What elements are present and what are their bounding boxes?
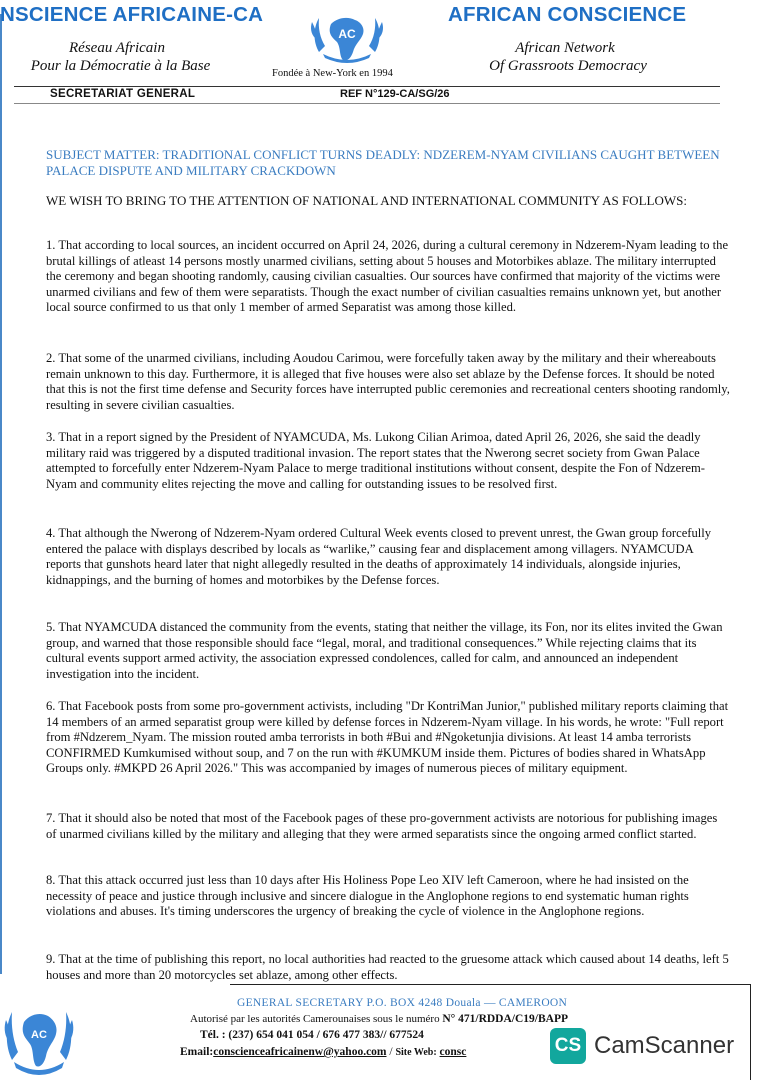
svg-text:AC: AC (31, 1029, 47, 1041)
letterhead-french-title: NSCIENCE AFRICAINE-CA (0, 3, 264, 26)
camscanner-badge-icon: CS (550, 1028, 586, 1064)
left-margin-bar (0, 14, 2, 974)
footer-email-link[interactable]: conscienceafricainenw@yahoo.com (213, 1046, 387, 1058)
paragraph-8: 8. That this attack occurred just less than 10 days after His Holiness Pope Leo XIV left Cameroon, where he had insisted on the necessity of peace and justice through inclusive and sincere dialogue in the Anglophone regions to end systematic human rights violations and abuses. It's timing underscores the urgency of breaking the cycle of violence in the Anglophone regions. (46, 873, 689, 919)
footer-contact (180, 1046, 466, 1058)
paragraph-6: 6. That Facebook posts from some pro-government activists, including "Dr KontriMan Junior," published military reports claiming that 14 members of an armed separatist group were killed by defense forces in Ndzerem-Nyam village. In his words, he wrote: "Full report from #Ndzerem_Nyam. The mission routed amba terrorists in both #Bui and #Ngoketunjia divisions. At least 14 amba terrorists CONFIRMED Kumkumised without soup, and 7 on the run with #KUMKUM inside them. Pictures of bodies shared in WhatsApp Groups only. #MKPD 26 April 2026." This was accompanied by images of numerous pieces of military equipment. (46, 699, 729, 776)
camscanner-watermark: CamScanner (592, 1029, 740, 1063)
paragraph-7: 7. That it should also be noted that most of the Facebook pages of these pro-government activists are notorious for publishing images of unarmed civilians killed by the military and alleging that they were armed separatists since the ongoing armed conflict started. (46, 811, 718, 841)
footer-authorization-text: Autorisé par les autorités Camerounaises sous le numéro (190, 1013, 440, 1025)
paragraph-1: 1. That according to local sources, an incident occurred on April 24, 2026, during a cultural ceremony in Ndzerem-Nyam leading to the brutal killings of atleast 14 persons mostly unarmed civilians, setting about 5 houses and Motorbikes ablaze. The military interrupted the ceremony and began shooting randomly, causing civilian casualties. Our sources have confirmed that majority of the victims were unarmed civilians and few of them were separatists. Though the exact number of civilian casualties remains unknown yet, but another local source confirmed to us that only 1 member of armed Separatist was among those killed. (46, 238, 729, 315)
reference-number: REF N°129-CA/SG/26 (340, 88, 450, 100)
footer-authorization (190, 1013, 568, 1025)
footer-email-label: Email: (180, 1046, 214, 1058)
svg-text:AC: AC (338, 27, 356, 41)
paragraph-3: 3. That in a report signed by the President of NYAMCUDA, Ms. Lukong Cilian Arimoa, dated April 26, 2026, she said the deadly military raid was triggered by a disputed traditional invasion. The report states that the Nwerong secret society from Gwan Palace attempted to forcefully enter Ndzerem-Nyam Palace to merge traditional institutions without consent, despite the Fon of Ndzerem-Nyam and community elites rejecting the move and calling for outstanding issues to be resolved first. (46, 430, 705, 491)
founded-note: Fondée à New-York en 1994 (272, 68, 393, 79)
header-divider (14, 86, 720, 87)
paragraph-5: 5. That NYAMCUDA distanced the community from the events, stating that neither the village, its Fon, nor its elites invited the Gwan group, and warned that those responsible should face “legal, moral, and traditional consequences.” While rejecting claims that its cultural events support armed activity, the association expressed condolences, called for calm, and announced an independent investigation into the incident. (46, 620, 723, 681)
africa-logo-footer-icon (4, 1002, 74, 1078)
subject-line: SUBJECT MATTER: TRADITIONAL CONFLICT TURNS DEADLY: NDZEREM-NYAM CIVILIANS CAUGHT BETWEEN PALACE DISPUTE AND MILITARY CRACKDOWN (46, 147, 720, 178)
letterhead-english-sub2: Of Grassroots Democracy (489, 58, 647, 74)
footer-address: GENERAL SECRETARY P.O. BOX 4248 Douala — CAMEROON (237, 997, 568, 1009)
paragraph-2: 2. That some of the unarmed civilians, including Aoudou Carimou, were forcefully taken away by the military and their whereabouts remain unknown to this day. Furthermore, it is alleged that five houses were also set ablaze by the Defense forces. It should be noted that this is not the first time defense and Security forces have interrupted public ceremonies and recreational centers shooting randomly, resulting in severe civilian casualties. (46, 351, 730, 412)
letterhead-french-sub1: Réseau Africain (69, 40, 165, 56)
attention-line: WE WISH TO BRING TO THE ATTENTION OF NATIONAL AND INTERNATIONAL COMMUNITY AS FOLLOWS: (46, 193, 687, 208)
paragraph-9: 9. That at the time of publishing this report, no local authorities had reacted to the gruesome attack which caused about 14 deaths, left 5 houses and more than 20 motorcycles set ablaze, among other effects. (46, 952, 729, 982)
footer-side-rule (750, 984, 751, 1080)
letterhead-french-sub2: Pour la Démocratie à la Base (30, 58, 211, 74)
letterhead-english-title: AFRICAN CONSCIENCE (448, 3, 687, 26)
header-divider-2 (14, 103, 720, 104)
secretariat-label: SECRETARIAT GENERAL (50, 88, 196, 100)
letterhead-english-sub1: African Network (515, 40, 615, 56)
footer-separator: / (389, 1046, 393, 1058)
footer-web-link[interactable]: consc (439, 1046, 467, 1058)
footer-web-label: Site Web: (395, 1047, 437, 1058)
paragraph-4: 4. That although the Nwerong of Ndzerem-Nyam ordered Cultural Week events closed to prevent unrest, the Gwan group forcefully entered the palace with displays described by locals as “warlike,” causing fear and displacement among villagers. NYAMCUDA reports that gunshots heard later that night allegedly resulted in the deaths of approximately 14 individuals, alongside injuries, kidnappings, and the burning of homes and motorbikes by the Defense forces. (46, 526, 712, 587)
africa-logo-icon (309, 8, 385, 66)
footer-authorization-number: N° 471/RDDA/C19/BAPP (442, 1013, 569, 1025)
footer-phone: Tél. : (237) 654 041 054 / 676 477 383// 677524 (200, 1029, 424, 1041)
